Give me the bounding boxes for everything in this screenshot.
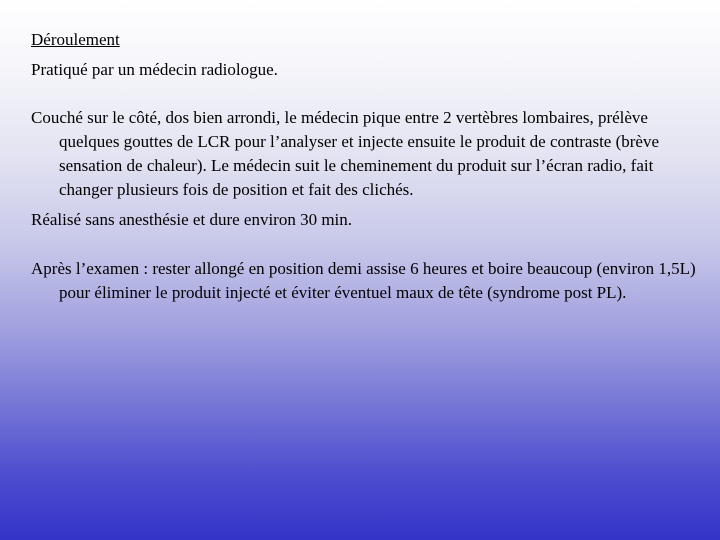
slide-content [31,28,703,305]
section-heading: Déroulement [31,30,120,49]
paragraph-practitioner: Pratiqué par un médecin radiologue. [31,60,278,79]
paragraph-anesthesia-duration: Réalisé sans anesthésie et dure environ 30 min. [31,210,353,229]
paragraph-procedure: Couché sur le côté, dos bien arrondi, le médecin pique entre 2 vertèbres lombaires, prélève quelques gouttes de LCR pour l’analyser et injecte ensuite le produit de contraste (brève sensation de chaleur). Le médecin suit le cheminement du produit sur l’écran radio, fait changer plusieurs fois de position et fait des clichés. [31,108,659,199]
paragraph-after-exam: Après l’examen : rester allongé en position demi assise 6 heures et boire beaucoup (environ 1,5L) pour éliminer le produit injecté et éviter éventuel maux de tête (syndrome post PL). [31,259,696,302]
